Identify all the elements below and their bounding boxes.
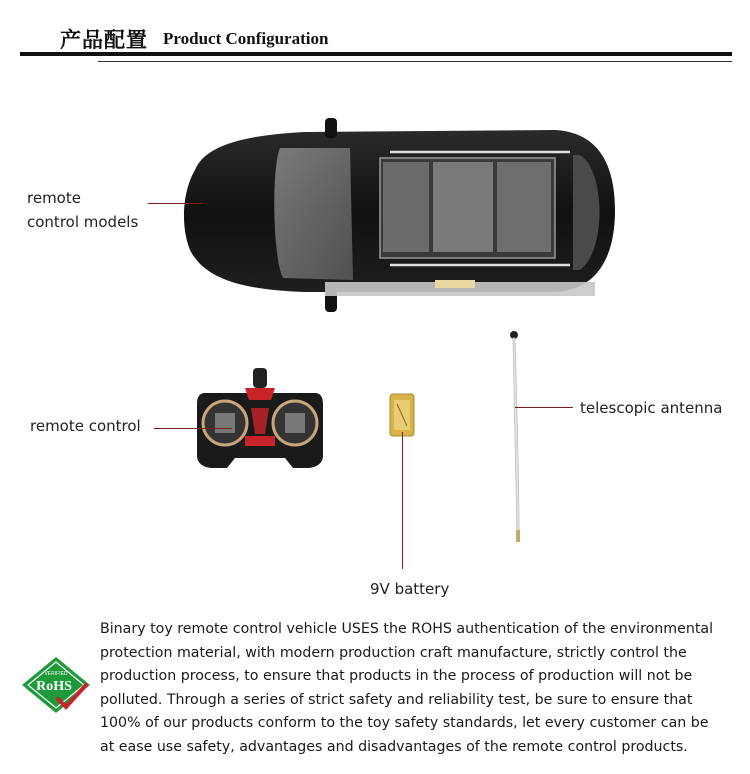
description-line: polluted. Through a series of strict safety and reliability test, be sure to ensure that — [100, 691, 693, 708]
description-line: Binary toy remote control vehicle USES the ROHS authentication of the environmental — [100, 621, 714, 637]
description-line: protection material, with modern production craft manufacture, strictly control the — [100, 644, 687, 661]
rc-car-image — [175, 110, 620, 320]
title-english: Product Configuration — [163, 29, 329, 48]
leader-remote — [154, 428, 232, 429]
remote-control-image — [195, 368, 325, 473]
title-chinese: 产品配置 — [60, 27, 148, 52]
leader-car — [148, 203, 203, 204]
antenna-image — [505, 330, 535, 545]
description-paragraph — [100, 618, 730, 759]
leader-battery — [402, 432, 403, 569]
description-line: production process, to ensure that products in the process of production will not be — [100, 668, 693, 684]
label-antenna: telescopic antenna — [580, 399, 723, 417]
rohs-verified-text: VERIFIED — [44, 671, 68, 677]
page-header — [0, 0, 750, 70]
header-rule-thin — [98, 61, 732, 62]
label-car — [27, 186, 138, 234]
rohs-text: RoHS — [36, 679, 72, 694]
label-remote: remote control — [30, 417, 141, 435]
rohs-badge — [20, 655, 92, 715]
header-rule-thick — [20, 52, 732, 56]
label-car-line2: control models — [27, 213, 139, 231]
leader-antenna — [515, 407, 573, 408]
description-line: at ease use safety, advantages and disadvantages of the remote control products. — [100, 738, 688, 755]
label-battery: 9V battery — [370, 580, 450, 598]
label-car-line1: remote — [27, 189, 81, 207]
description-line: 100% of our products conform to the toy safety standards, let every customer can be — [100, 715, 709, 731]
